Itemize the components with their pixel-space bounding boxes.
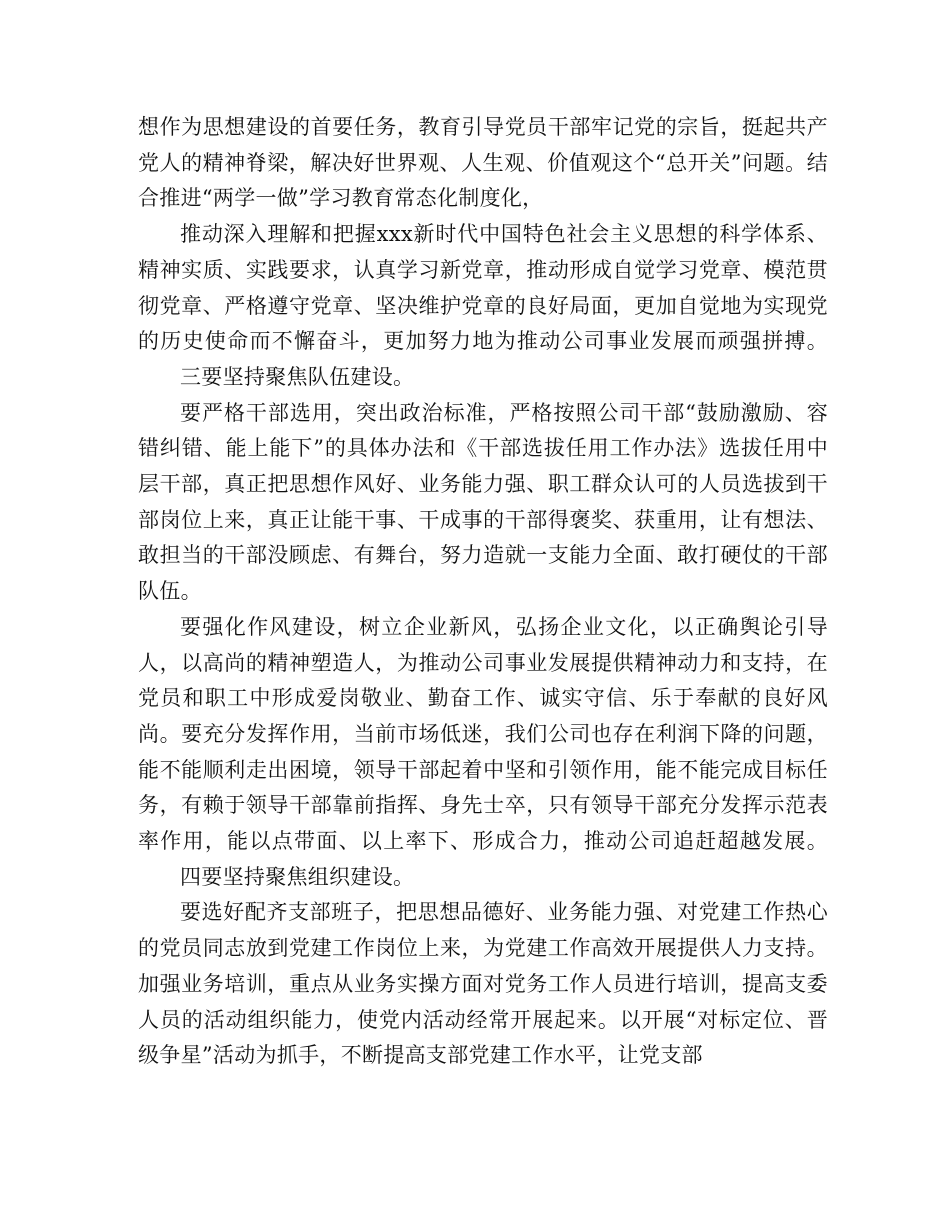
paragraph-text: 要选好配齐支部班子，把思想品德好、业务能力强、对党建工作热心的党员同志放到党建工作岗位上来，为党建工作高效开展提供人力支持。加强业务培训，重点从业务实操方面对党务工作人员进行培训，提高支委人员的活动组织能力，使党内活动经常开展起来。以开展“对标定位、晋级争星”活动为抓手，不断提高支部党建工作水平，让党支部 xyxy=(138,900,828,1068)
paragraph-text: 要强化作风建设，树立企业新风，弘扬企业文化，以正确舆论引导人，以高尚的精神塑造人，为推动公司事业发展提供精神动力和支持，在党员和职工中形成爱岗敬业、勤奋工作、诚实守信、乐于奉献的良好风尚。要充分发挥作用，当前市场低迷，我们公司也存在利润下降的问题，能不能顺利走出困境，领导干部起着中坚和引领作用，能不能完成目标任务，有赖于领导干部靠前指挥、身先士卒，只有领导干部充分发挥示范表率作用，能以点带面、以上率下、形成合力，推动公司追赶超越发展。 xyxy=(138,614,828,854)
document-body xyxy=(138,110,828,1074)
paragraph-4 xyxy=(138,610,828,896)
paragraph-text: 想作为思想建设的首要任务，教育引导党员干部牢记党的宗旨，挺起共产党人的精神脊梁，解决好世界观、人生观、价值观这个“总开关”问题。结合推进“两学一做”学习教育常态化制度化， xyxy=(138,115,828,211)
paragraph-text: 要严格干部选用，突出政治标准，严格按照公司干部“鼓励激励、容错纠错、能上能下”的具体办法和《干部选拔任用工作办法》选拔任用中层干部，真正把思想作风好、业务能力强、职工群众认可的人员选拔到干部岗位上来，真正让能干事、干成事的干部得褒奖、获重用，让有想法、敢担当的干部没顾虑、有舞台，努力造就一支能力全面、敢打硬仗的干部队伍。 xyxy=(138,400,828,604)
paragraph-5 xyxy=(138,895,828,1074)
paragraph-2 xyxy=(138,217,828,396)
section-heading-4: 四要坚持聚焦组织建设。 xyxy=(180,864,415,889)
paragraph-1 xyxy=(138,110,828,217)
paragraph-3 xyxy=(138,396,828,610)
section-heading-3: 三要坚持聚焦队伍建设。 xyxy=(180,364,415,389)
paragraph-text: 推动深入理解和把握xxx新时代中国特色社会主义思想的科学体系、精神实质、实践要求，认真学习新党章，推动形成自觉学习党章、模范贯彻党章、严格遵守党章、坚决维护党章的良好局面，更加自觉地为实现党的历史使命而不懈奋斗，更加努力地为推动公司事业发展而顽强拼搏。 xyxy=(138,222,828,354)
